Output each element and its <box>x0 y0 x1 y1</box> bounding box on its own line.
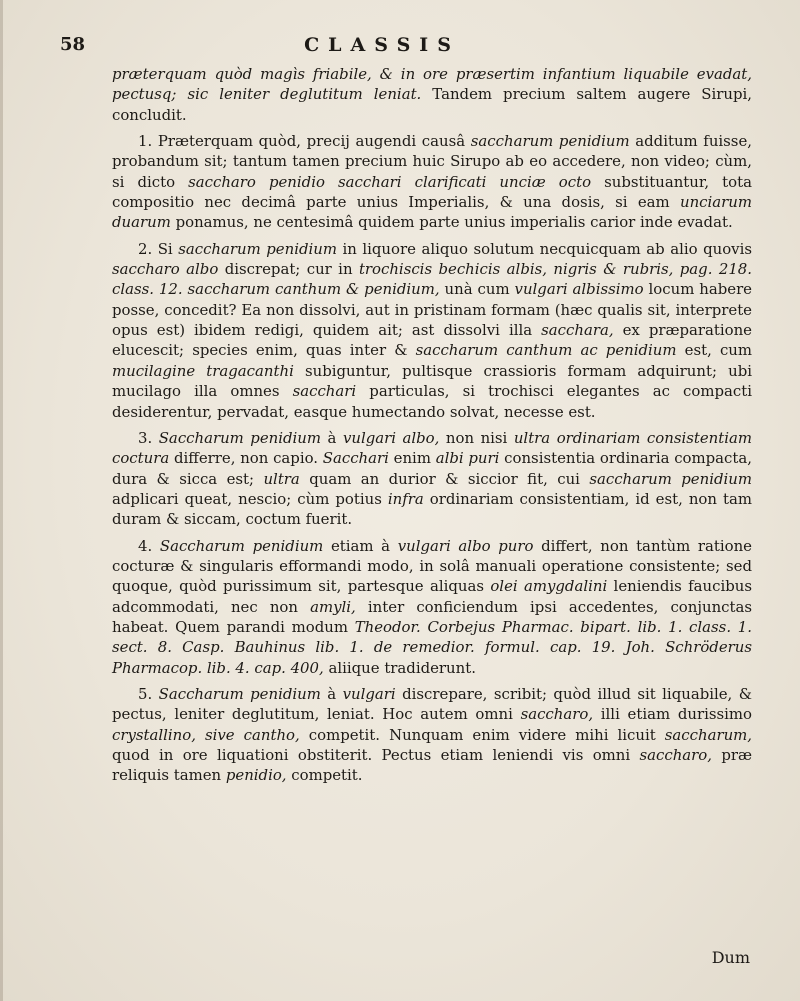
text-run: particulas, si trochisci elegantes ac compacti desiderentur, pervadat, easque humectando solvat, necesse est. <box>112 382 752 421</box>
paragraph-1 <box>112 131 752 233</box>
italic-text: Sacchari <box>322 449 389 468</box>
paragraph-continuation <box>112 64 752 125</box>
text-run: consistentia ordinaria compacta, dura & sicca est; <box>112 449 752 488</box>
italic-text: Saccharum penidium <box>159 536 324 555</box>
text-run: ponamus, ne centesimâ quidem parte unius imperialis carior inde evadat. <box>170 213 733 232</box>
italic-text: penidio, <box>225 766 287 785</box>
text-run: locum habere posse, concedit? Ea non dissolvi, aut in pristinam formam (hæc qualis sit, interprete opus est) ibidem redigi, quidem ait; ast dissolvi illa <box>112 280 752 340</box>
text-run: ordinariam consistentiam, id est, non tam duram & siccam, coctum fuerit. <box>112 489 752 529</box>
text-run: subiguntur, pultisque crassioris formam adquirunt; ubi mucilago illa omnes <box>112 361 752 401</box>
italic-text: unciarum duarum <box>112 193 752 232</box>
text-run: additum fuisse, probandum sit; tantum tamen precium huic Sirupo ab eo accedere, non video; cùm, si dicto <box>112 132 752 191</box>
page-header <box>60 34 704 58</box>
italic-text: vulgari albo, <box>342 428 440 447</box>
italic-text: præterquam quòd magìs friabile, & in ore præsertim infantium liquabile evadat, pectusq; sic leniter deglutitum leniat. <box>112 65 752 104</box>
text-run: in liquore aliquo solutum necquicquam ab alio quovis <box>336 239 753 258</box>
italic-text: saccharum penidium <box>470 132 630 151</box>
text-run: à <box>321 428 343 447</box>
paragraph-4 <box>112 536 752 678</box>
italic-text: saccharo penidio sacchari clarificati unciæ octo <box>188 172 592 191</box>
text-run: quod in ore liquationi obstiterit. Pectus etiam leniendi vis omni <box>112 746 640 764</box>
text-run: differre, non capio. <box>169 449 323 468</box>
italic-text: ultra <box>263 469 300 488</box>
italic-text: sacchari <box>292 382 357 401</box>
text-run: est, cum <box>676 341 753 360</box>
text-run: competit. <box>286 766 363 785</box>
italic-text: saccharo, <box>520 705 594 724</box>
text-run: 3. <box>138 428 159 447</box>
text-run: quam an durior & siccior fit, cui <box>299 469 590 488</box>
text-run: discrepare, scribit; quòd illud sit liquabile, & pectus, leniter deglutitum, leniat. Hoc autem omni <box>112 684 752 724</box>
italic-text: crystallino, sive cantho, <box>112 725 300 744</box>
italic-text: infra <box>387 489 424 508</box>
italic-text: sacchara, <box>541 321 614 340</box>
italic-text: Saccharum penidium <box>158 684 321 703</box>
page-body <box>112 64 752 786</box>
italic-text: saccharum canthum ac penidium <box>415 341 677 360</box>
text-run: 4. <box>138 536 160 555</box>
italic-text: saccharum, <box>664 725 753 744</box>
italic-text: vulgari <box>342 684 396 703</box>
text-run: aliique tradiderunt. <box>323 658 476 677</box>
italic-text: ultra ordinariam consistentiam coctura <box>112 428 752 468</box>
text-run: 5. <box>138 684 159 703</box>
running-title: CLASSIS <box>304 34 460 56</box>
paragraph-3 <box>112 428 752 530</box>
text-run: discrepat; cur in <box>218 260 359 279</box>
italic-text: mucilagine tragacanthi <box>112 361 294 380</box>
paragraph-5 <box>112 684 752 786</box>
text-run: non nisi <box>439 428 514 447</box>
italic-text: albi puri <box>435 449 500 468</box>
text-run: leniendis faucibus adcommodati, nec non <box>112 577 753 616</box>
text-run: ex præparatione elucescit; species enim, quas inter & <box>112 321 752 360</box>
text-run: differt, non tantùm ratione cocturæ & singularis efformandi modo, in solâ manuali operatione consistente; sed quoque, quòd purissimum sit, partesque aliquas <box>112 536 752 596</box>
text-run: Tandem precium saltem augere Sirupi, concludit. <box>112 85 752 124</box>
italic-text: trochiscis bechicis albis, nigris & rubris, pag. 218. class. 12. saccharum canthum & penidium, <box>112 260 752 299</box>
text-run: inter conficiendum ipsi accedentes, conjunctas habeat. Quem parandi modum <box>112 597 752 636</box>
text-run: à <box>320 684 343 703</box>
text-run: unà cum <box>439 280 515 299</box>
italic-text: amyli, <box>310 597 356 616</box>
text-run: competit. Nunquam enim videre mihi licuit <box>299 725 665 744</box>
catchword: Dum <box>711 948 750 967</box>
text-run: adplicari queat, nescio; cùm potius <box>112 489 388 508</box>
italic-text: Theodor. Corbejus Pharmac. bipart. lib. 1. class. 1. sect. 8. Casp. Bauhinus lib. 1. de remedior. formul. cap. 19. Joh. Schröderus Pharmacop. lib. 4. cap. 400, <box>112 617 752 677</box>
italic-text: vulgari albo puro <box>397 536 534 555</box>
text-run: substituantur, tota compositio nec decimâ parte unius Imperialis, & una dosis, si eam <box>112 172 752 212</box>
page-number: 58 <box>60 34 86 55</box>
italic-text: saccharum penidium <box>178 239 337 258</box>
text-run: etiam à <box>323 536 398 555</box>
page-edge-shadow <box>0 0 3 1001</box>
text-run: illi etiam durissimo <box>593 705 752 724</box>
italic-text: vulgari albissimo <box>514 280 644 299</box>
italic-text: Saccharum penidium <box>158 428 322 447</box>
italic-text: saccharo, <box>639 746 712 764</box>
paragraph-2 <box>112 239 752 422</box>
text-run: enim <box>388 449 436 468</box>
text-run: præ reliquis tamen <box>112 746 752 785</box>
text-run: 1. Præterquam quòd, precij augendi causâ <box>138 132 471 151</box>
italic-text: saccharo albo <box>112 260 219 279</box>
text-run: 2. Si <box>138 239 179 258</box>
italic-text: olei amygdalini <box>490 577 608 596</box>
italic-text: saccharum penidium <box>589 469 752 488</box>
